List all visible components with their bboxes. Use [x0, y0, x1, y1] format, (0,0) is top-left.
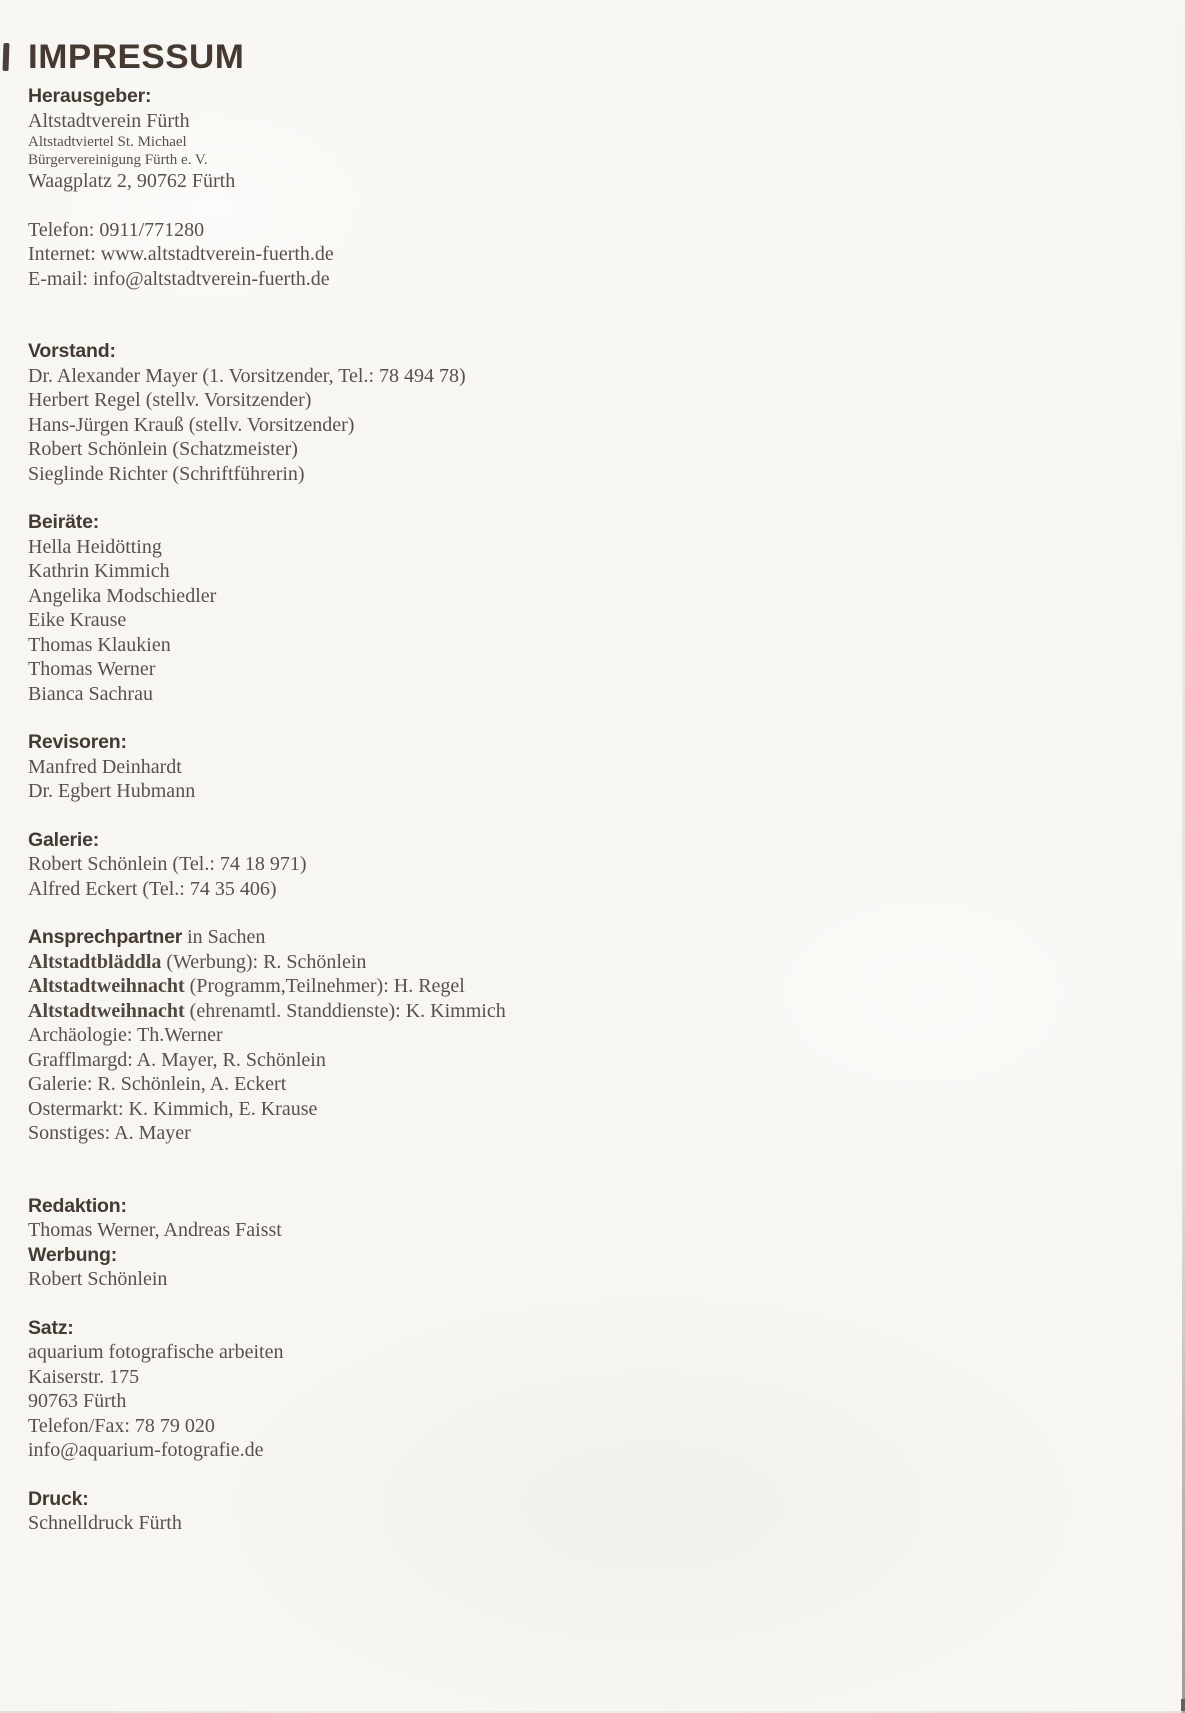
vorstand-line-5: Sieglinde Richter (Schriftführerin): [28, 462, 305, 485]
ansprechpartner-line-3: [28, 999, 1145, 1024]
werbung-line-1: Robert Schönlein: [28, 1268, 168, 1290]
ansprechpartner-line-4: Archäologie: Th.Werner: [28, 1024, 223, 1046]
galerie-line-1: Robert Schönlein (Tel.: 74 18 971): [28, 853, 307, 875]
satz-line-5: info@aquarium-fotografie.de: [28, 1439, 264, 1461]
herausgeber-heading: [28, 84, 1145, 109]
section-revisoren: [28, 730, 1145, 804]
ansprechpartner-heading: [28, 925, 1145, 950]
ansprechpartner-line-2-text: (Programm,Teilnehmer): H. Regel: [184, 975, 465, 997]
herausgeber-heading-label: Herausgeber:: [28, 85, 152, 107]
galerie-heading: [28, 828, 1145, 853]
ansprechpartner-line-2: [28, 974, 1145, 999]
page-title: IMPRESSUM: [28, 38, 245, 76]
ansprechpartner-line-2-keyword: Altstadtweihnacht: [28, 975, 185, 997]
satz-heading-label: Satz:: [28, 1316, 74, 1339]
herausgeber-line-6: Telefon: 0911/771280: [28, 218, 205, 241]
satz-heading: [28, 1316, 1145, 1341]
vorstand-heading: [28, 339, 1145, 364]
vorstand-line-2: Herbert Regel (stellv. Vorsitzender): [28, 389, 312, 411]
vorstand-heading-label: Vorstand:: [28, 340, 116, 362]
ansprechpartner-line-3-text: (ehrenamtl. Standdienste): K. Kimmich: [184, 999, 506, 1022]
impressum-content: [28, 84, 1145, 1536]
herausgeber-line-3: Bürgervereinigung Fürth e. V.: [28, 152, 208, 168]
herausgeber-line-4: Waagplatz 2, 90762 Fürth: [28, 170, 236, 192]
ansprechpartner-line-5: Grafflmargd: A. Mayer, R. Schönlein: [28, 1048, 326, 1071]
herausgeber-line-8: E-mail: info@altstadtverein-fuerth.de: [28, 267, 330, 290]
section-galerie: [28, 828, 1145, 902]
revisoren-line-1: Manfred Deinhardt: [28, 755, 182, 778]
herausgeber-spacer: [28, 194, 1145, 218]
scan-artifact-corner: [1181, 1699, 1185, 1711]
section-vorstand: [28, 339, 1145, 486]
herausgeber-line-1: Altstadtverein Fürth: [28, 109, 190, 132]
section-druck: [28, 1487, 1145, 1536]
galerie-line-2: Alfred Eckert (Tel.: 74 35 406): [28, 877, 277, 900]
beiraete-line-2: Kathrin Kimmich: [28, 560, 170, 582]
satz-line-2: Kaiserstr. 175: [28, 1365, 140, 1388]
satz-line-1: aquarium fotografische arbeiten: [28, 1341, 284, 1363]
druck-heading-label: Druck:: [28, 1487, 89, 1510]
beiraete-heading: [28, 510, 1145, 535]
section-beiraete: [28, 510, 1145, 706]
revisoren-heading: [28, 730, 1145, 755]
scan-artifact-speck: [3, 43, 10, 71]
galerie-heading-label: Galerie:: [28, 828, 100, 851]
ansprechpartner-heading-label: Ansprechpartner: [28, 926, 183, 948]
werbung-heading: [28, 1243, 1145, 1268]
ansprechpartner-line-8: Sonstiges: A. Mayer: [28, 1122, 191, 1144]
vorstand-line-4: Robert Schönlein (Schatzmeister): [28, 438, 298, 460]
revisoren-heading-label: Revisoren:: [28, 731, 127, 753]
beiraete-heading-label: Beiräte:: [28, 511, 100, 533]
section-werbung: [28, 1243, 1145, 1292]
ansprechpartner-line-7: Ostermarkt: K. Kimmich, E. Krause: [28, 1097, 318, 1120]
satz-line-4: Telefon/Fax: 78 79 020: [28, 1414, 215, 1437]
beiraete-line-5: Thomas Klaukien: [28, 633, 171, 656]
section-herausgeber: [28, 84, 1145, 291]
ansprechpartner-heading-suffix: in Sachen: [182, 926, 266, 948]
beiraete-line-7: Bianca Sachrau: [28, 682, 153, 705]
vorstand-line-3: Hans-Jürgen Krauß (stellv. Vorsitzender): [28, 413, 355, 436]
herausgeber-line-2: Altstadtviertel St. Michael: [28, 134, 187, 150]
druck-heading: [28, 1487, 1145, 1512]
ansprechpartner-line-3-keyword: Altstadtweihnacht: [28, 999, 185, 1022]
werbung-heading-label: Werbung:: [28, 1243, 118, 1266]
beiraete-line-1: Hella Heidötting: [28, 535, 162, 558]
beiraete-line-3: Angelika Modschiedler: [28, 584, 217, 607]
vorstand-line-1: Dr. Alexander Mayer (1. Vorsitzender, Tel.: 78 494 78): [28, 364, 466, 387]
beiraete-line-4: Eike Krause: [28, 609, 127, 631]
section-satz: [28, 1316, 1145, 1463]
ansprechpartner-line-6: Galerie: R. Schönlein, A. Eckert: [28, 1073, 287, 1095]
ansprechpartner-line-1: [28, 950, 1145, 975]
satz-line-3: 90763 Fürth: [28, 1390, 127, 1412]
redaktion-heading-label: Redaktion:: [28, 1194, 127, 1217]
section-ansprechpartner: [28, 925, 1145, 1146]
redaktion-heading: [28, 1194, 1145, 1219]
ansprechpartner-line-1-text: (Werbung): R. Schönlein: [161, 950, 367, 973]
druck-line-1: Schnelldruck Fürth: [28, 1512, 182, 1534]
revisoren-line-2: Dr. Egbert Hubmann: [28, 780, 196, 802]
section-redaktion: [28, 1194, 1145, 1243]
ansprechpartner-line-1-keyword: Altstadtbläddla: [28, 950, 162, 973]
herausgeber-line-7: Internet: www.altstadtverein-fuerth.de: [28, 243, 334, 265]
redaktion-line-1: Thomas Werner, Andreas Faisst: [28, 1219, 282, 1241]
beiraete-line-6: Thomas Werner: [28, 658, 156, 680]
